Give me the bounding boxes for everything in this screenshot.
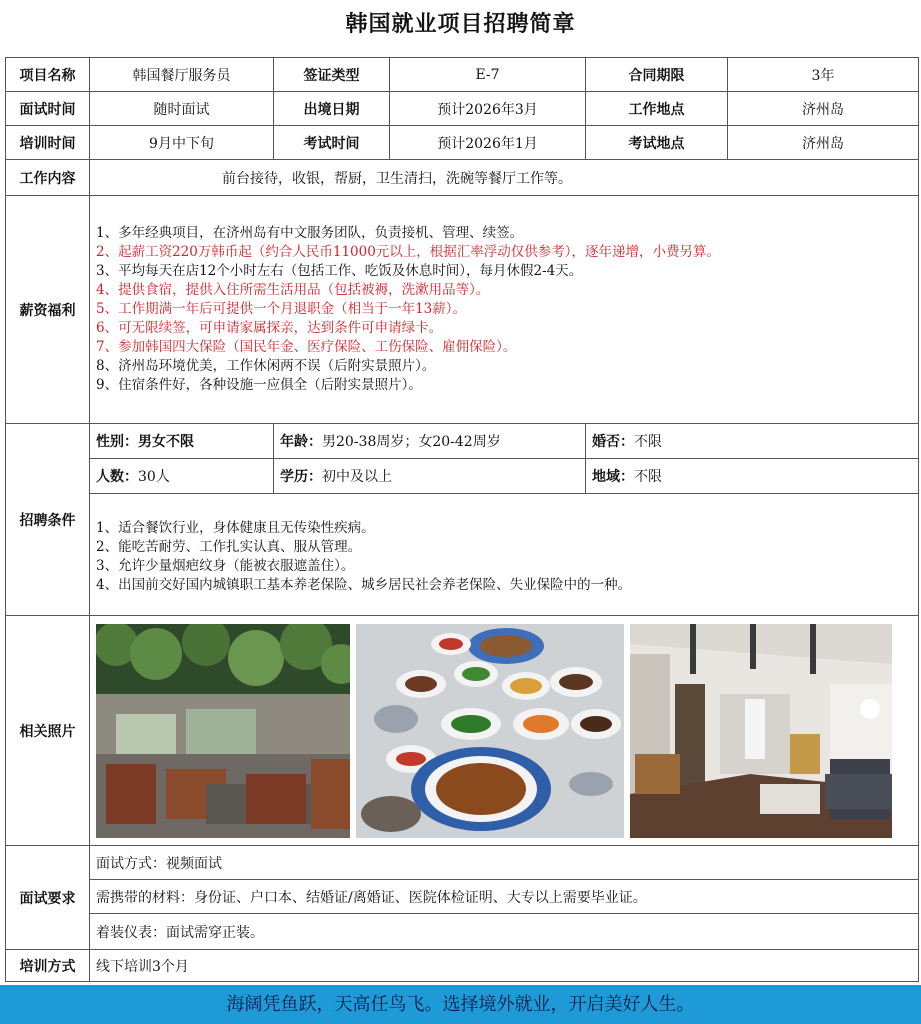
- dormitory-photo: [630, 624, 892, 838]
- visa-value: E-7: [390, 58, 586, 92]
- gender-value: 男女不限: [138, 434, 194, 450]
- training-label: 培训方式: [6, 950, 90, 982]
- interview-time-value: 随时面试: [90, 92, 274, 126]
- departure-value: 预计2026年3月: [390, 92, 586, 126]
- salary-item: 4、提供食宿，提供入住所需生活用品（包括被褥，洗漱用品等）。: [96, 282, 490, 298]
- table-row: [6, 424, 919, 459]
- salary-item: 8、济州岛环境优美，工作休闲两不误（后附实景照片）。: [96, 358, 436, 374]
- table-row: [6, 914, 919, 950]
- marriage-cell: [586, 424, 919, 459]
- count-label: 人数：: [96, 469, 138, 485]
- marriage-value: 不限: [634, 434, 662, 450]
- education-label: 学历：: [280, 469, 322, 485]
- salary-label: 薪资福利: [6, 196, 90, 424]
- age-value: 男20-38周岁；女20-42周岁: [322, 434, 501, 450]
- table-row: [6, 160, 919, 196]
- table-row: [6, 196, 919, 424]
- interview-label: 面试要求: [6, 846, 90, 950]
- salary-item: 5、工作期满一年后可提供一个月退职金（相当于一年13薪）。: [96, 301, 467, 317]
- region-value: 不限: [634, 469, 662, 485]
- requirement-item: 1、适合餐饮行业，身体健康且无传染性疾病。: [96, 519, 375, 536]
- exam-time-value: 预计2026年1月: [390, 126, 586, 160]
- requirement-item: 3、允许少量烟疤纹身（能被衣服遮盖住）。: [96, 557, 355, 574]
- photos-label: 相关照片: [6, 616, 90, 846]
- interview-dress: 着装仪表：面试需穿正装。: [90, 914, 919, 950]
- salary-item: 2、起薪工资220万韩币起（约合人民币11000元以上，根据汇率浮动仅供参考），逐年递增，小费另算。: [96, 244, 721, 260]
- table-row: [6, 126, 919, 160]
- training-time-value: 9月中下旬: [90, 126, 274, 160]
- salary-list: [90, 196, 919, 424]
- requirement-item: 2、能吃苦耐劳、工作扎实认真、服从管理。: [96, 538, 362, 555]
- requirement-item: 4、出国前交好国内城镇职工基本养老保险、城乡居民社会养老保险、失业保险中的一种。: [96, 576, 632, 593]
- departure-label: 出境日期: [274, 92, 390, 126]
- restaurant-photo: [96, 624, 350, 838]
- salary-item: 6、可无限续签，可申请家属探亲，达到条件可申请绿卡。: [96, 320, 443, 336]
- work-content-label: 工作内容: [6, 160, 90, 196]
- recruit-label: 招聘条件: [6, 424, 90, 616]
- photos-cell: [90, 616, 919, 846]
- table-row: [6, 846, 919, 880]
- project-name-value: 韩国餐厅服务员: [90, 58, 274, 92]
- contract-value: 3年: [728, 58, 919, 92]
- work-place-value: 济州岛: [728, 92, 919, 126]
- count-cell: [90, 459, 274, 494]
- exam-time-label: 考试时间: [274, 126, 390, 160]
- salary-item: 1、多年经典项目，在济州岛有中文服务团队，负责接机、管理、续签。: [96, 225, 524, 241]
- salary-item: 9、住宿条件好，各种设施一应俱全（后附实景照片）。: [96, 377, 422, 393]
- visa-label: 签证类型: [274, 58, 390, 92]
- table-row: [6, 92, 919, 126]
- count-value: 30人: [138, 469, 170, 485]
- table-row: [6, 58, 919, 92]
- marriage-label: 婚否：: [592, 434, 634, 450]
- interview-time-label: 面试时间: [6, 92, 90, 126]
- table-row: [6, 494, 919, 616]
- work-content-value: 前台接待，收银，帮厨，卫生清扫，洗碗等餐厅工作等。: [90, 160, 919, 196]
- education-cell: [274, 459, 586, 494]
- page-title: 韩国就业项目招聘简章: [345, 12, 576, 37]
- training-time-label: 培训时间: [6, 126, 90, 160]
- region-cell: [586, 459, 919, 494]
- table-row: [6, 616, 919, 846]
- slogan-banner: 海阔凭鱼跃，天高任鸟飞。选择境外就业，开启美好人生。: [0, 985, 921, 1024]
- contract-label: 合同期限: [586, 58, 728, 92]
- table-row: [6, 950, 919, 982]
- training-value: 线下培训3个月: [90, 950, 919, 982]
- interview-materials: 需携带的材料：身份证、户口本、结婚证/离婚证、医院体检证明、大专以上需要毕业证。: [90, 880, 919, 914]
- recruit-requirements: [90, 494, 919, 616]
- food-photo: [356, 624, 624, 838]
- salary-item: 3、平均每天在店12个小时左右（包括工作、吃饭及休息时间），每月休假2-4天。: [96, 263, 583, 279]
- interview-method: 面试方式：视频面试: [90, 846, 919, 880]
- table-row: [6, 880, 919, 914]
- project-name-label: 项目名称: [6, 58, 90, 92]
- age-cell: [274, 424, 586, 459]
- region-label: 地域：: [592, 469, 634, 485]
- table-row: [6, 459, 919, 494]
- info-table: [5, 57, 919, 982]
- age-label: 年龄：: [280, 434, 322, 450]
- gender-label: 性别：: [96, 434, 138, 450]
- exam-place-value: 济州岛: [728, 126, 919, 160]
- education-value: 初中及以上: [322, 469, 392, 485]
- exam-place-label: 考试地点: [586, 126, 728, 160]
- work-place-label: 工作地点: [586, 92, 728, 126]
- gender-cell: [90, 424, 274, 459]
- salary-item: 7、参加韩国四大保险（国民年金、医疗保险、工伤保险、雇佣保险）。: [96, 339, 517, 355]
